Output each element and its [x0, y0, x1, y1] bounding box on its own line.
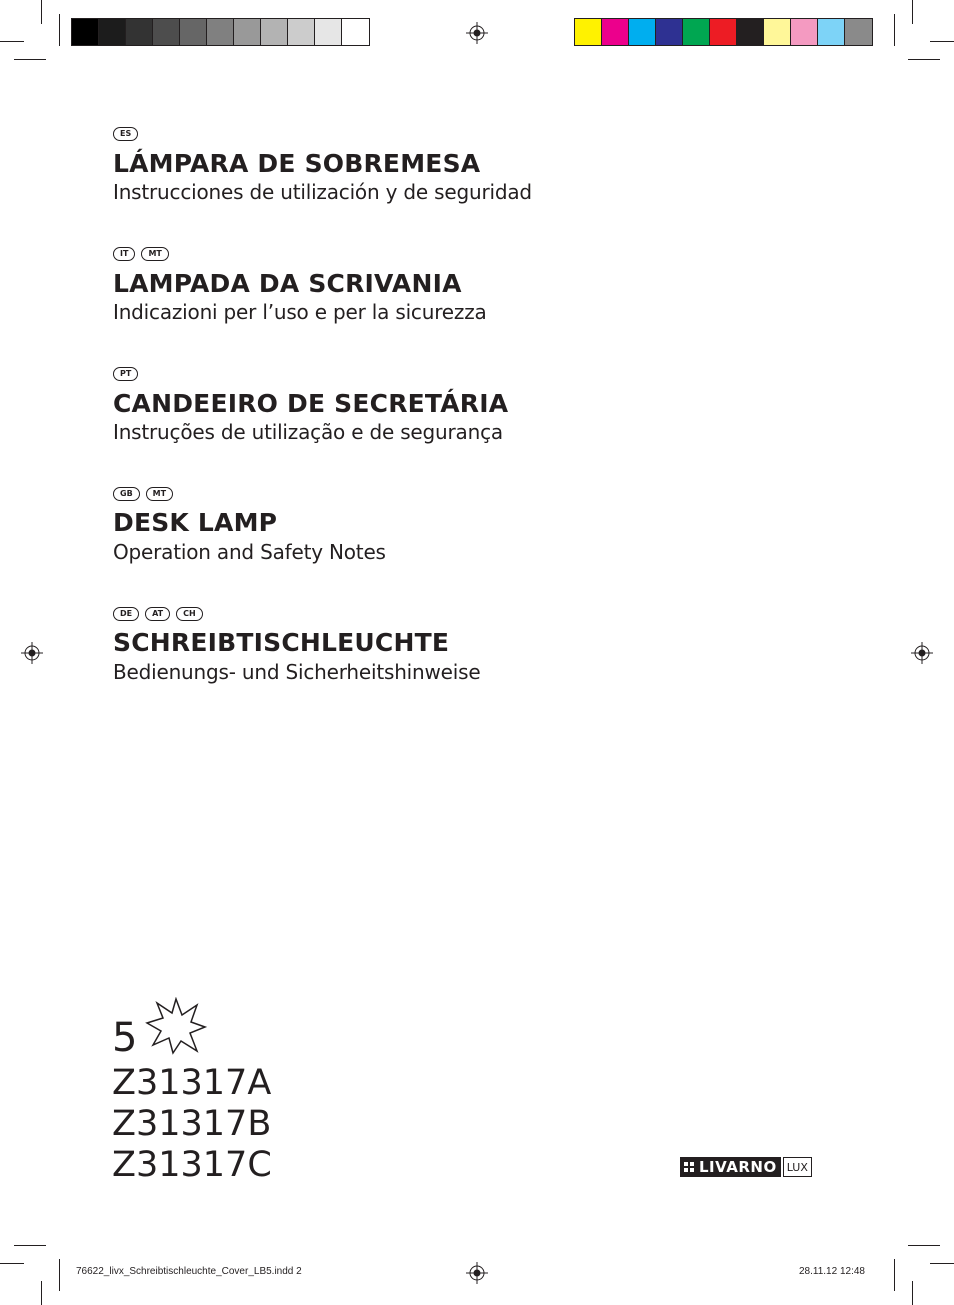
brand-suffix: LUX	[783, 1157, 812, 1177]
color-swatch	[288, 19, 315, 45]
color-swatch	[261, 19, 288, 45]
section-title: SCHREIBTISCHLEUCHTE	[113, 628, 450, 657]
brand-logo-main	[680, 1157, 781, 1177]
footer-filename: 76622_livx_Schreibtischleuchte_Cover_LB5.indd 2	[76, 1266, 302, 1277]
language-badge: GB	[113, 487, 140, 501]
registration-mark-icon	[466, 22, 488, 44]
registration-mark-icon	[466, 1262, 488, 1284]
color-swatch	[207, 19, 234, 45]
color-swatch	[737, 19, 764, 45]
color-swatch	[315, 19, 342, 45]
language-badge: DE	[113, 607, 139, 621]
language-badges	[113, 247, 169, 261]
language-badge: AT	[145, 607, 170, 621]
language-badge: PT	[113, 367, 138, 381]
process-color-bar	[574, 18, 873, 46]
grayscale-color-bar	[71, 18, 370, 46]
crop-mark	[912, 0, 913, 24]
color-swatch	[629, 19, 656, 45]
color-swatch	[764, 19, 791, 45]
registration-mark-icon	[21, 642, 43, 664]
language-badges	[113, 487, 173, 501]
crop-mark	[912, 1281, 913, 1305]
section-subtitle: Instrucciones de utilización y de seguridad	[113, 180, 532, 204]
color-swatch	[683, 19, 710, 45]
color-swatch	[153, 19, 180, 45]
color-swatch	[126, 19, 153, 45]
starburst-icon	[145, 997, 207, 1055]
crop-mark	[14, 59, 46, 60]
logo-squares-icon	[684, 1162, 694, 1172]
language-badge: MT	[146, 487, 173, 501]
language-badge: CH	[176, 607, 203, 621]
crop-mark	[908, 1245, 940, 1246]
color-swatch	[602, 19, 629, 45]
language-badges	[113, 367, 138, 381]
language-badge: ES	[113, 127, 138, 141]
color-swatch	[845, 19, 872, 45]
crop-mark	[0, 41, 24, 42]
color-swatch	[234, 19, 261, 45]
color-swatch	[710, 19, 737, 45]
crop-mark	[908, 59, 940, 60]
crop-mark	[14, 1245, 46, 1246]
color-swatch	[72, 19, 99, 45]
section-subtitle: Instruções de utilização e de segurança	[113, 420, 503, 444]
crop-mark	[894, 14, 895, 46]
footer-date: 28.11.12 12:48	[799, 1266, 865, 1277]
brand-name: LIVARNO	[699, 1158, 777, 1176]
language-badges	[113, 607, 203, 621]
section-subtitle: Operation and Safety Notes	[113, 540, 386, 564]
crop-mark	[41, 1281, 42, 1305]
crop-mark	[894, 1259, 895, 1291]
model-number: Z31317A	[112, 1063, 272, 1103]
color-swatch	[180, 19, 207, 45]
warranty-years: 5	[112, 1015, 138, 1061]
section-title: LAMPADA DA SCRIVANIA	[113, 269, 462, 298]
color-swatch	[791, 19, 818, 45]
language-badge: IT	[113, 247, 135, 261]
model-number: Z31317C	[112, 1145, 272, 1185]
color-swatch	[342, 19, 369, 45]
language-badge: MT	[141, 247, 168, 261]
color-swatch	[818, 19, 845, 45]
crop-mark	[930, 41, 954, 42]
section-title: LÁMPARA DE SOBREMESA	[113, 149, 481, 178]
section-title: DESK LAMP	[113, 508, 278, 537]
color-swatch	[575, 19, 602, 45]
crop-mark	[59, 14, 60, 46]
language-badges	[113, 127, 138, 141]
color-swatch	[99, 19, 126, 45]
crop-mark	[0, 1263, 24, 1264]
section-title: CANDEEIRO DE SECRETÁRIA	[113, 389, 509, 418]
section-subtitle: Bedienungs- und Sicherheitshinweise	[113, 660, 481, 684]
registration-mark-icon	[911, 642, 933, 664]
section-subtitle: Indicazioni per l’uso e per la sicurezza	[113, 300, 487, 324]
color-swatch	[656, 19, 683, 45]
brand-logo	[680, 1157, 812, 1177]
model-number: Z31317B	[112, 1104, 272, 1144]
crop-mark	[930, 1263, 954, 1264]
crop-mark	[59, 1259, 60, 1291]
crop-mark	[41, 0, 42, 24]
